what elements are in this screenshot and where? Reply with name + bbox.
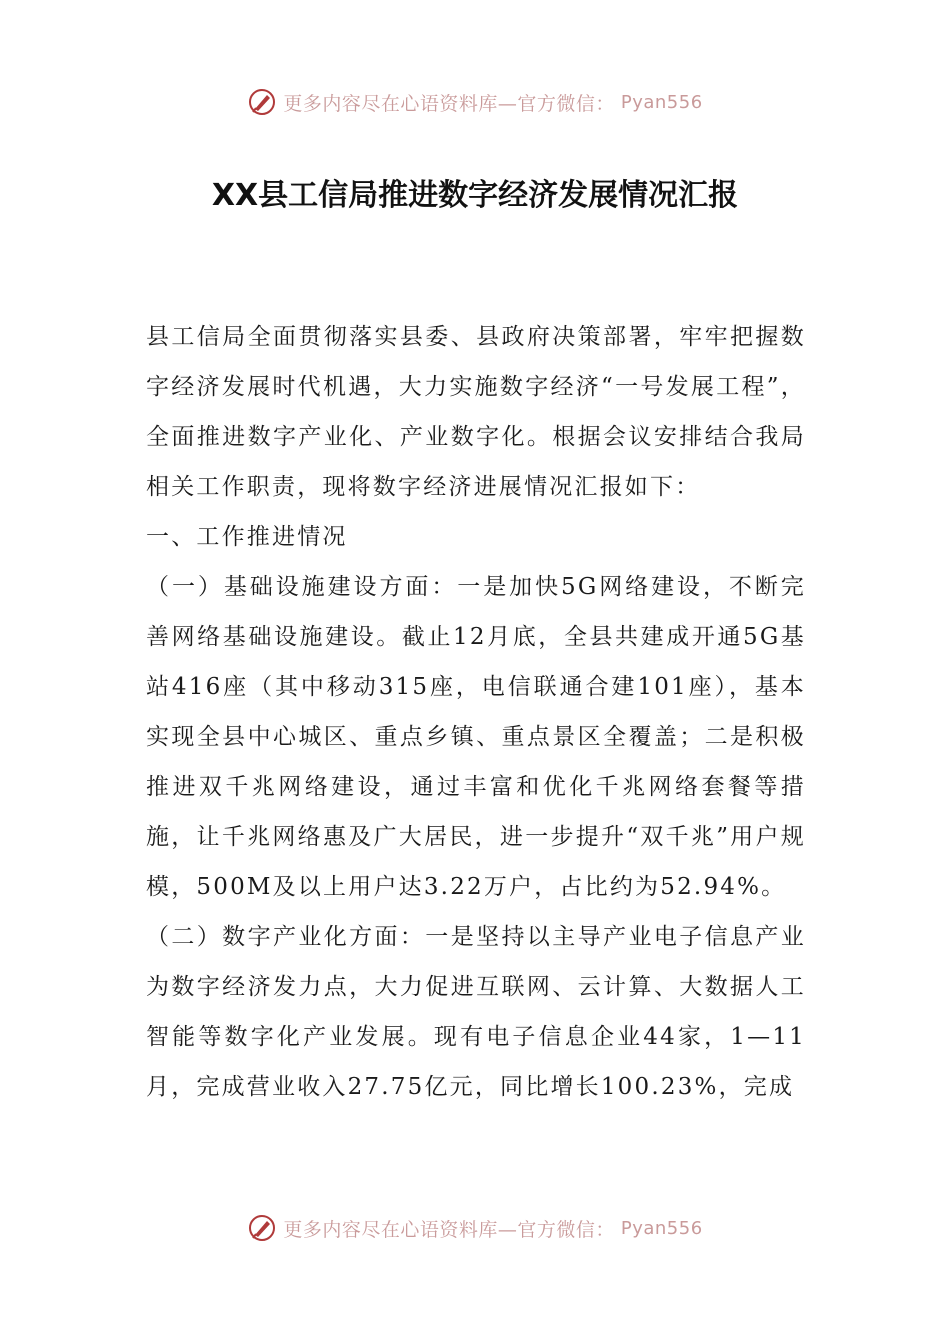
document-title: XX县工信局推进数字经济发展情况汇报	[211, 178, 739, 213]
footer-banner	[0, 1208, 950, 1248]
section-heading: 一、工作推进情况	[146, 524, 348, 550]
header-banner-text: 更多内容尽在心语资料库—官方微信：	[283, 92, 615, 115]
infrastructure-paragraph: （一）基础设施建设方面：一是加快5G网络建设，不断完善网络基础设施建设。截止12月底，全县共建成开通5G基站416座（其中移动315座，电信联通合建101座），基本实现全县中心城区、重点乡镇、重点景区全覆盖；二是积极推进双千兆网络建设，通过丰富和优化千兆网络套餐等措施，让千兆网络惠及广大居民，进一步提升“双千兆”用户规模，500M及以上用户达3.22万户，占比约为52.94%。	[146, 574, 806, 900]
quill-pen-logo-icon	[247, 87, 277, 117]
digital-industry-paragraph: （二）数字产业化方面：一是坚持以主导产业电子信息产业为数字经济发力点，大力促进互联网、云计算、大数据人工智能等数字化产业发展。现有电子信息企业44家，1—11月，完成营业收入27.75亿元，同比增长100.23%，完成	[146, 924, 806, 1100]
quill-pen-logo-icon	[247, 1213, 277, 1243]
header-wechat-id: Pyan556	[620, 91, 703, 113]
footer-wechat-id: Pyan556	[620, 1217, 703, 1239]
document-body	[146, 312, 806, 1112]
header-banner	[0, 82, 950, 122]
footer-banner-text: 更多内容尽在心语资料库—官方微信：	[283, 1218, 615, 1241]
intro-paragraph: 县工信局全面贯彻落实县委、县政府决策部署，牢牢把握数字经济发展时代机遇，大力实施数字经济“一号发展工程”，全面推进数字产业化、产业数字化。根据会议安排结合我局相关工作职责，现将数字经济进展情况汇报如下：	[146, 324, 806, 500]
